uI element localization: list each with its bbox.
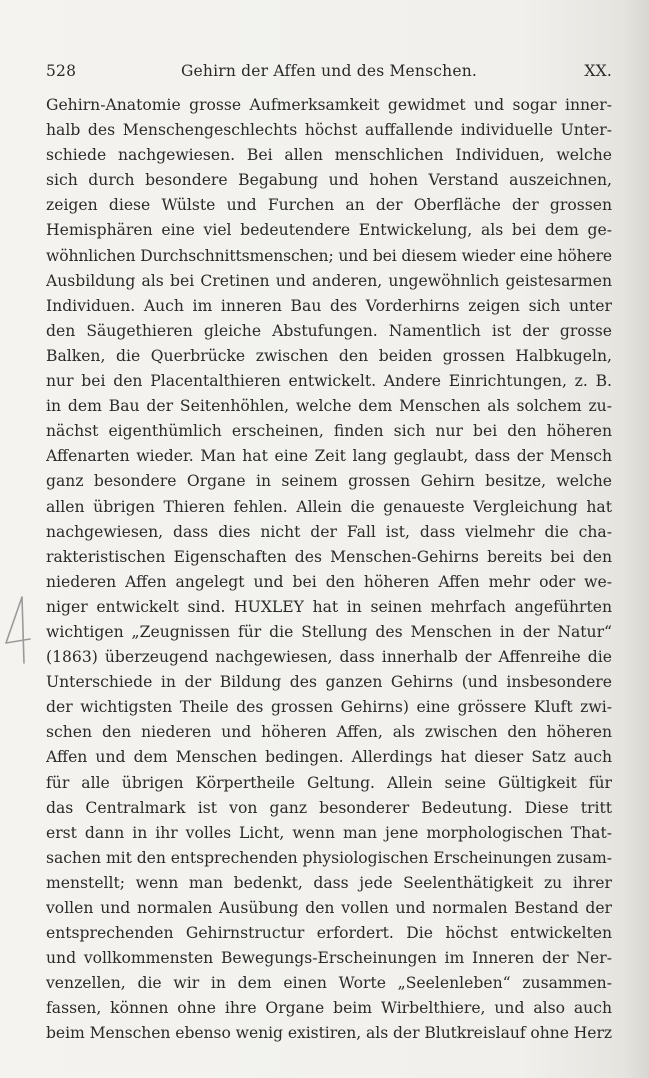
page-number: 528	[46, 62, 77, 80]
text-line: nachgewiesen, dass dies nicht der Fall ist, dass vielmehr die cha-	[46, 522, 612, 541]
text-line: Unterschiede in der Bildung des ganzen Gehirns (und insbesondere	[46, 673, 612, 692]
text-line: (1863) überzeugend nachgewiesen, dass innerhalb der Affenreihe die	[46, 648, 612, 667]
text-line: Balken, die Querbrücke zwischen den beiden grossen Halbkugeln,	[46, 346, 612, 365]
text-line: entsprechenden Gehirnstructur erfordert. Die höchst entwickelten	[46, 924, 612, 943]
text-line: schiede nachgewiesen. Bei allen menschlichen Individuen, welche	[46, 146, 612, 165]
text-line: niederen Affen angelegt und bei den höheren Affen mehr oder we-	[46, 572, 612, 591]
page-header	[46, 58, 612, 84]
text-line: allen übrigen Thieren fehlen. Allein die genaueste Vergleichung hat	[46, 497, 612, 516]
text-line: Ausbildung als bei Cretinen und anderen, ungewöhnlich geistesarmen	[46, 271, 612, 290]
pencil-margin-mark-icon	[0, 593, 40, 665]
text-line: fassen, können ohne ihre Organe beim Wirbelthiere, und also auch	[46, 999, 612, 1018]
chapter-number: XX.	[584, 62, 612, 80]
text-line: erst dann in ihr volles Licht, wenn man jene morphologischen That-	[46, 823, 612, 842]
text-line: halb des Menschengeschlechts höchst auffallende individuelle Unter-	[46, 121, 612, 140]
text-line: zeigen diese Wülste und Furchen an der Oberfläche der grossen	[46, 196, 612, 215]
text-line: schen den niederen und höheren Affen, als zwischen den höheren	[46, 723, 612, 742]
text-line: nächst eigenthümlich erscheinen, finden sich nur bei den höheren	[46, 422, 612, 441]
text-line: Affen und dem Menschen bedingen. Allerdings hat dieser Satz auch	[46, 748, 612, 767]
text-line: für alle übrigen Körpertheile Geltung. Allein seine Gültigkeit für	[46, 773, 612, 792]
text-line: Individuen. Auch im inneren Bau des Vorderhirns zeigen sich unter	[46, 296, 612, 315]
text-line: beim Menschen ebenso wenig existiren, als der Blutkreislauf ohne Herz	[46, 1024, 612, 1043]
text-line: rakteristischen Eigenschaften des Menschen-Gehirns bereits bei den	[46, 547, 612, 566]
text-line: wichtigen „Zeugnissen für die Stellung des Menschen in der Natur“	[46, 622, 612, 641]
text-line: der wichtigsten Theile des grossen Gehirns) eine grössere Kluft zwi-	[46, 698, 612, 717]
text-line: vollen und normalen Ausübung den vollen und normalen Bestand der	[46, 899, 612, 917]
text-line: wöhnlichen Durchschnittsmenschen; und bei diesem wieder eine höhere	[46, 246, 612, 265]
running-title: Gehirn der Affen und des Menschen.	[180, 62, 478, 80]
text-line: in dem Bau der Seitenhöhlen, welche dem Menschen als solchem zu-	[46, 397, 612, 416]
text-line: das Centralmark ist von ganz besonderer Bedeutung. Diese tritt	[46, 798, 612, 817]
text-line: sich durch besondere Begabung und hohen Verstand auszeichnen,	[46, 171, 612, 190]
text-line: ganz besondere Organe in seinem grossen Gehirn besitze, welche	[46, 472, 612, 491]
text-line: nur bei den Placentalthieren entwickelt. Andere Einrichtungen, z. B.	[46, 372, 612, 391]
text-line: Affenarten wieder. Man hat eine Zeit lang geglaubt, dass der Mensch	[46, 447, 612, 466]
text-line: und vollkommensten Bewegungs-Erscheinungen im Inneren der Ner-	[46, 949, 612, 968]
text-line: sachen mit den entsprechenden physiologischen Erscheinungen zusam-	[46, 848, 612, 867]
body-text	[46, 93, 612, 1047]
text-line: menstellt; wenn man bedenkt, dass jede Seelenthätigkeit zu ihrer	[46, 873, 612, 892]
text-line: Hemisphären eine viel bedeutendere Entwickelung, als bei dem ge-	[46, 221, 612, 240]
text-line: venzellen, die wir in dem einen Worte „Seelenleben“ zusammen-	[46, 974, 612, 993]
text-line: niger entwickelt sind. HUXLEY hat in seinen mehrfach angeführten	[46, 597, 612, 616]
text-line: Gehirn-Anatomie grosse Aufmerksamkeit gewidmet und sogar inner-	[46, 96, 612, 114]
text-line: den Säugethieren gleiche Abstufungen. Namentlich ist der grosse	[46, 321, 612, 340]
